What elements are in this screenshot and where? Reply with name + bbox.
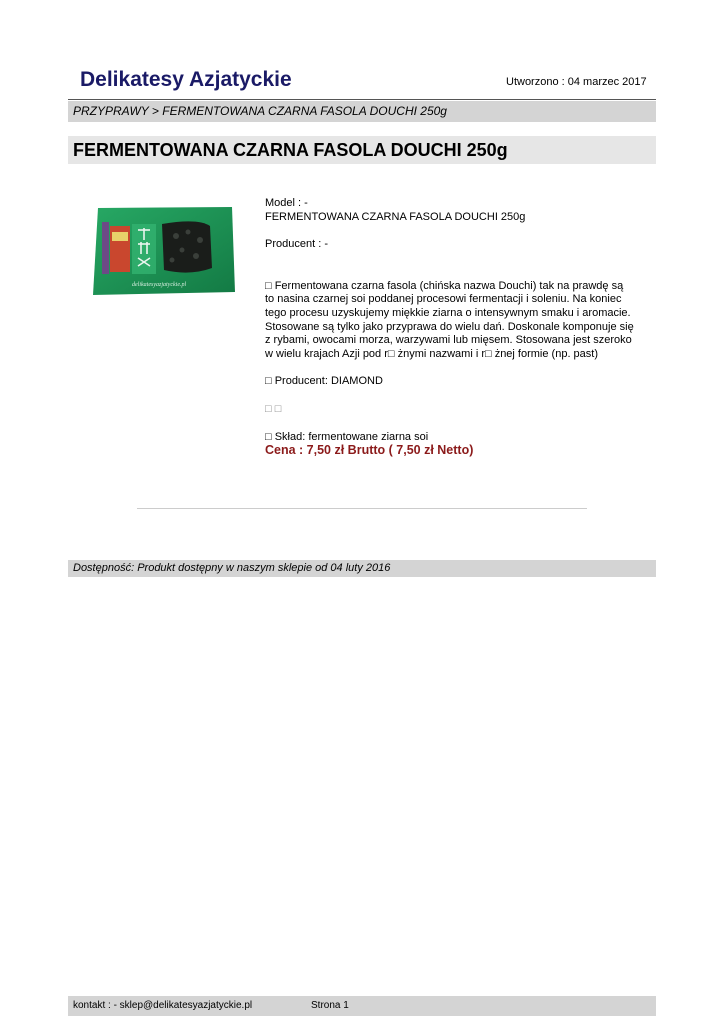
- availability: Dostępność: Produkt dostępny w naszym sklepie od 04 luty 2016: [68, 560, 656, 577]
- breadcrumb[interactable]: PRZYPRAWY > FERMENTOWANA CZARNA FASOLA DOUCHI 250g: [68, 101, 656, 122]
- model-name: FERMENTOWANA CZARNA FASOLA DOUCHI 250g: [265, 210, 526, 223]
- package-black-beans: [162, 221, 212, 272]
- producer-line: □ Producent: DIAMOND: [265, 375, 383, 388]
- footer-contact[interactable]: kontakt : - sklep@delikatesyazjatyckie.pl: [73, 1000, 253, 1011]
- placeholder-boxes: □ □: [265, 402, 282, 415]
- footer: [68, 996, 656, 1016]
- product-description: □ Fermentowana czarna fasola (chińska nazwa Douchi) tak na prawdę są to nasina czarnej soi poddanej procesowi fermentacji i soleniu. Na koniec tego procesu uzyskujemy miękkie ziarna o intensywnym smaku i aromacie. Stosowane są tylko jako przyprawa do wielu dań. Doskonale komponuje się z rybami, owocami morza, warzywami lub mięsem. Stosowana jest szeroko w wielu krajach Azji pod r□ żnymi nazwami i r□ żnej formie (np. past): [265, 279, 634, 360]
- package-watermark: delikatesyazjatyckie.pl: [132, 282, 187, 288]
- product-info: [265, 197, 635, 458]
- model-label: Model : -: [265, 197, 308, 209]
- product-title: FERMENTOWANA CZARNA FASOLA DOUCHI 250g: [68, 136, 656, 164]
- product-package-illustration: [92, 206, 236, 296]
- shop-title: Delikatesy Azjatyckie: [80, 68, 292, 91]
- created-date: Utworzono : 04 marzec 2017: [506, 76, 647, 88]
- header-divider: [68, 99, 656, 100]
- page-number: Strona 1: [311, 1000, 349, 1011]
- content-divider: [137, 508, 587, 509]
- product-image: [92, 206, 236, 301]
- composition: □ Skład: fermentowane ziarna soi: [265, 430, 429, 443]
- package-yellow-tag: [112, 232, 128, 241]
- producer-label: Producent : -: [265, 238, 328, 251]
- price: Cena : 7,50 zł Brutto ( 7,50 zł Netto): [265, 443, 474, 458]
- package-side-strip: [102, 222, 109, 274]
